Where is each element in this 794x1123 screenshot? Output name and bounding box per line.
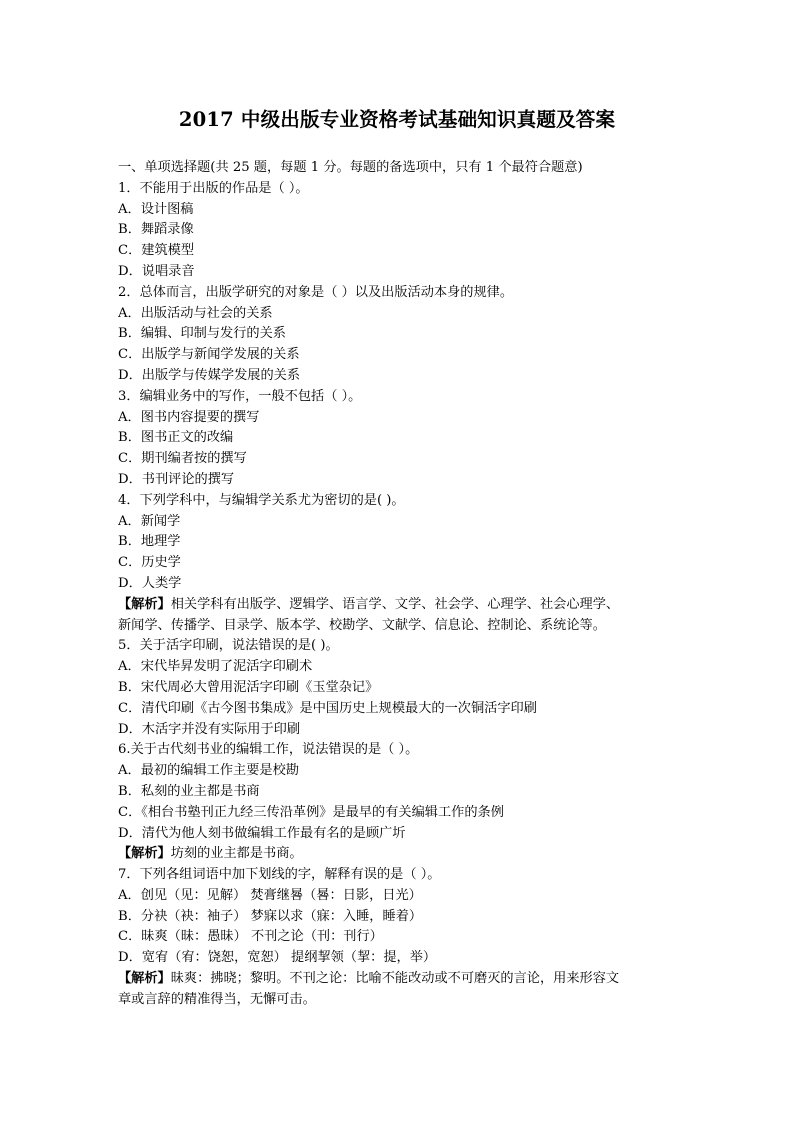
question-6-option-c: C．《相台书塾刊正九经三传沿革例》是最早的有关编辑工作的条例 xyxy=(118,804,504,820)
question-7-stem: 7．下列各组词语中加下划线的字，解释有误的是（ ）。 xyxy=(118,867,441,883)
question-6-analysis-text: 坊刻的业主都是书商。 xyxy=(170,846,303,862)
question-5-option-b: B．宋代周必大曾用泥活字印刷《玉堂杂记》 xyxy=(118,679,379,695)
question-7-analysis-text: 昧爽：拂晓；黎明。不刊之论：比喻不能改动或不可磨灭的言论，用来形容文 xyxy=(170,971,620,987)
question-1-option-c: C．建筑模型 xyxy=(118,243,195,259)
question-4-analysis-cont: 新闻学、传播学、目录学、版本学、校勘学、文献学、信息论、控制论、系统论等。 xyxy=(118,617,606,633)
section-header: 一、单项选择题(共 25 题，每题 1 分。每题的备选项中，只有 1 个最符合题意) xyxy=(118,160,583,175)
question-1-stem: 1．不能用于出版的作品是（ ）。 xyxy=(118,180,309,196)
question-4-analysis xyxy=(118,595,678,616)
question-1-option-d: D．说唱录音 xyxy=(118,263,195,279)
question-6-option-b: B．私刻的业主都是书商 xyxy=(118,783,260,799)
question-5-option-c: C．清代印刷《古今图书集成》是中国历史上规模最大的一次铜活字印刷 xyxy=(118,700,537,716)
question-2-stem: 2．总体而言，出版学研究的对象是（ ）以及出版活动本身的规律。 xyxy=(118,284,514,300)
question-2-option-a: A．出版活动与社会的关系 xyxy=(118,305,273,321)
question-4-option-a: A．新闻学 xyxy=(118,513,181,529)
question-7-analysis-cont: 章或言辞的精准得当，无懈可击。 xyxy=(118,991,316,1007)
question-4-stem: 4．下列学科中，与编辑学关系尤为密切的是( )。 xyxy=(118,492,405,508)
question-2-option-c: C．出版学与新闻学发展的关系 xyxy=(118,347,300,363)
question-3-option-b: B．图书正文的改编 xyxy=(118,430,234,446)
question-6-option-d: D．清代为他人刻书做编辑工作最有名的是顾广圻 xyxy=(118,825,406,841)
analysis-tag: 【解析】 xyxy=(118,846,171,862)
question-7-option-a: A．创见（见：见解） 焚膏继晷（晷：日影，日光） xyxy=(118,887,422,903)
question-2-option-b: B．编辑、印制与发行的关系 xyxy=(118,326,286,342)
analysis-tag: 【解析】 xyxy=(118,596,171,612)
question-6-stem: 6.关于古代刻书业的编辑工作，说法错误的是（ ）。 xyxy=(118,742,419,758)
question-3-option-d: D．书刊评论的撰写 xyxy=(118,471,235,487)
question-5-option-a: A．宋代毕昇发明了泥活字印刷术 xyxy=(118,659,313,675)
question-3-stem: 3．编辑业务中的写作，一般不包括（ ）。 xyxy=(118,388,362,404)
question-5-stem: 5．关于活字印刷，说法错误的是( )。 xyxy=(118,638,339,654)
analysis-tag: 【解析】 xyxy=(118,971,171,987)
question-2-option-d: D．出版学与传媒学发展的关系 xyxy=(118,367,301,383)
question-1-option-b: B．舞蹈录像 xyxy=(118,222,194,238)
question-7-option-d: D．宽宥（宥：饶恕，宽恕） 提纲挈领（挈：提，举） xyxy=(118,950,437,966)
question-4-option-d: D．人类学 xyxy=(118,575,182,591)
question-6-option-a: A．最初的编辑工作主要是校勘 xyxy=(118,763,299,779)
question-4-analysis-text: 相关学科有出版学、逻辑学、语言学、文学、社会学、心理学、社会心理学、 xyxy=(170,596,620,612)
question-3-option-c: C．期刊编者按的撰写 xyxy=(118,451,247,467)
question-4-option-c: C．历史学 xyxy=(118,555,181,571)
question-4-option-b: B．地理学 xyxy=(118,534,181,550)
question-1-option-a: A．设计图稿 xyxy=(118,201,194,217)
question-3-option-a: A．图书内容提要的撰写 xyxy=(118,409,260,425)
question-5-option-d: D．木活字并没有实际用于印刷 xyxy=(118,721,301,737)
question-6-analysis xyxy=(118,844,678,865)
question-7-option-b: B．分袂（袂：袖子） 梦寐以求（寐：入睡，睡着） xyxy=(118,908,423,924)
question-7-analysis xyxy=(118,969,678,990)
page-title: 2017 中级出版专业资格考试基础知识真题及答案 xyxy=(178,108,616,131)
question-7-option-c: C．昧爽（昧：愚昧） 不刊之论（刊：刊行） xyxy=(118,929,383,945)
document-body xyxy=(118,158,678,1011)
